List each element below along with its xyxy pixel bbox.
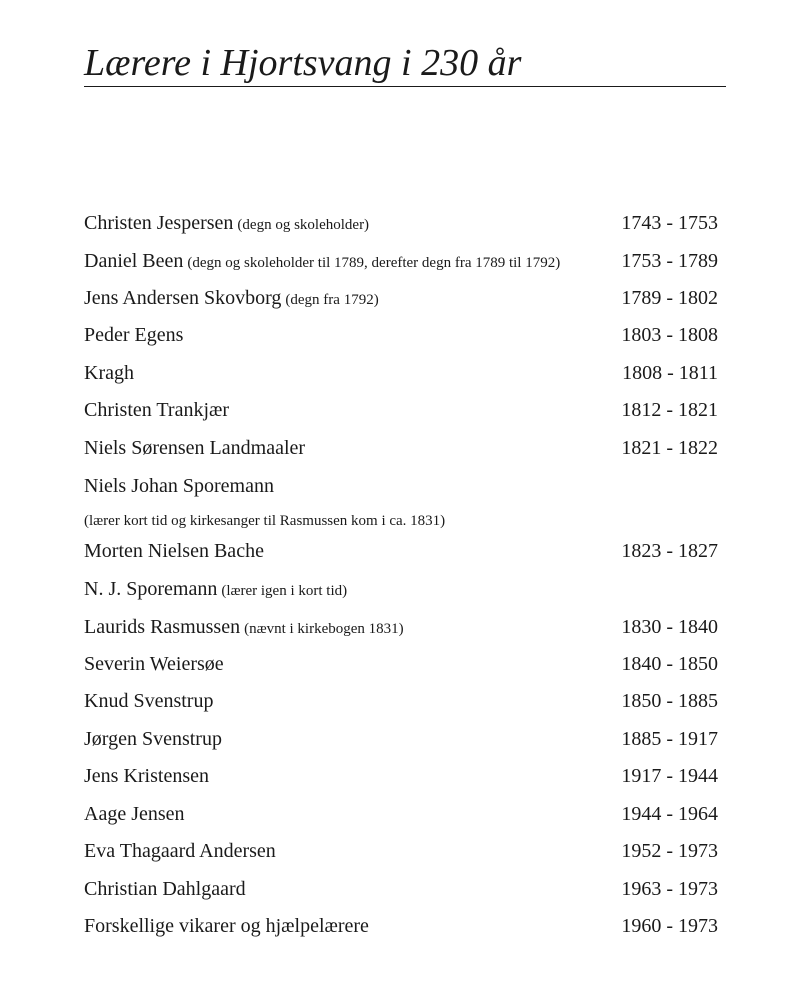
teacher-name: Jørgen Svenstrup (84, 728, 222, 750)
teacher-row (84, 362, 718, 385)
teacher-row (84, 840, 718, 863)
teacher-row (84, 437, 718, 460)
teacher-years: 1823 - 1827 (621, 540, 718, 562)
teacher-row (84, 324, 718, 347)
teacher-row (84, 690, 718, 713)
teacher-row (84, 616, 718, 639)
teacher-row (84, 728, 718, 751)
teacher-name: Kragh (84, 362, 134, 384)
teacher-name: Aage Jensen (84, 803, 185, 825)
teacher-years: 1753 - 1789 (621, 250, 718, 272)
teacher-years: 1743 - 1753 (621, 212, 718, 234)
teacher-row (84, 540, 718, 563)
teacher-name: Niels Sørensen Landmaaler (84, 437, 306, 459)
teacher-name: Daniel Been (84, 250, 184, 272)
teacher-row (84, 578, 718, 601)
teacher-name: Severin Weiersøe (84, 653, 224, 675)
teacher-years: 1789 - 1802 (621, 287, 718, 309)
teacher-name: Jens Kristensen (84, 765, 209, 787)
teacher-years: 1808 - 1811 (622, 362, 718, 384)
teacher-years: 1963 - 1973 (621, 878, 718, 900)
teacher-row (84, 765, 718, 788)
teacher-years: 1917 - 1944 (621, 765, 718, 787)
teacher-years: 1850 - 1885 (621, 690, 718, 712)
teacher-name: Peder Egens (84, 324, 184, 346)
teacher-note: (degn og skoleholder) (237, 217, 370, 233)
teacher-row (84, 399, 718, 422)
teacher-years: 1944 - 1964 (621, 803, 718, 825)
page-title: Lærere i Hjortsvang i 230 år (84, 40, 726, 87)
teacher-years: 1952 - 1973 (621, 840, 718, 862)
teacher-note: (degn fra 1792) (285, 292, 379, 308)
teacher-row (84, 287, 718, 310)
teacher-name: Knud Svenstrup (84, 690, 214, 712)
teacher-name: Laurids Rasmussen (84, 616, 241, 638)
teacher-name: Christian Dahlgaard (84, 878, 246, 900)
teacher-row (84, 653, 718, 676)
teacher-row (84, 878, 718, 901)
teacher-name: Eva Thagaard Andersen (84, 840, 276, 862)
teacher-name: N. J. Sporemann (84, 578, 218, 600)
teacher-years: 1812 - 1821 (621, 399, 718, 421)
teacher-years: 1840 - 1850 (621, 653, 718, 675)
teacher-name: Christen Jespersen (84, 212, 234, 234)
teacher-note: (degn og skoleholder til 1789, derefter degn fra 1789 til 1792) (187, 255, 561, 271)
teacher-name: Forskellige vikarer og hjælpelærere (84, 915, 369, 937)
teacher-name: Christen Trankjær (84, 399, 230, 421)
teacher-years: 1830 - 1840 (621, 616, 718, 638)
teacher-row (84, 475, 718, 498)
teacher-row (84, 212, 718, 235)
teacher-note: (nævnt i kirkebogen 1831) (244, 621, 404, 637)
teacher-name: Jens Andersen Skovborg (84, 287, 282, 309)
teacher-row (84, 915, 718, 938)
teacher-years: 1821 - 1822 (621, 437, 718, 459)
teacher-note: (lærer kort tid og kirkesanger til Rasmussen kom i ca. 1831) (84, 513, 446, 529)
teacher-note: (lærer igen i kort tid) (221, 583, 348, 599)
teacher-years: 1885 - 1917 (621, 728, 718, 750)
teacher-row (84, 512, 718, 530)
teacher-years: 1803 - 1808 (621, 324, 718, 346)
teacher-years: 1960 - 1973 (621, 915, 718, 937)
teacher-row (84, 250, 718, 273)
teacher-name: Morten Nielsen Bache (84, 540, 264, 562)
teacher-row (84, 803, 718, 826)
teacher-name: Niels Johan Sporemann (84, 475, 274, 497)
